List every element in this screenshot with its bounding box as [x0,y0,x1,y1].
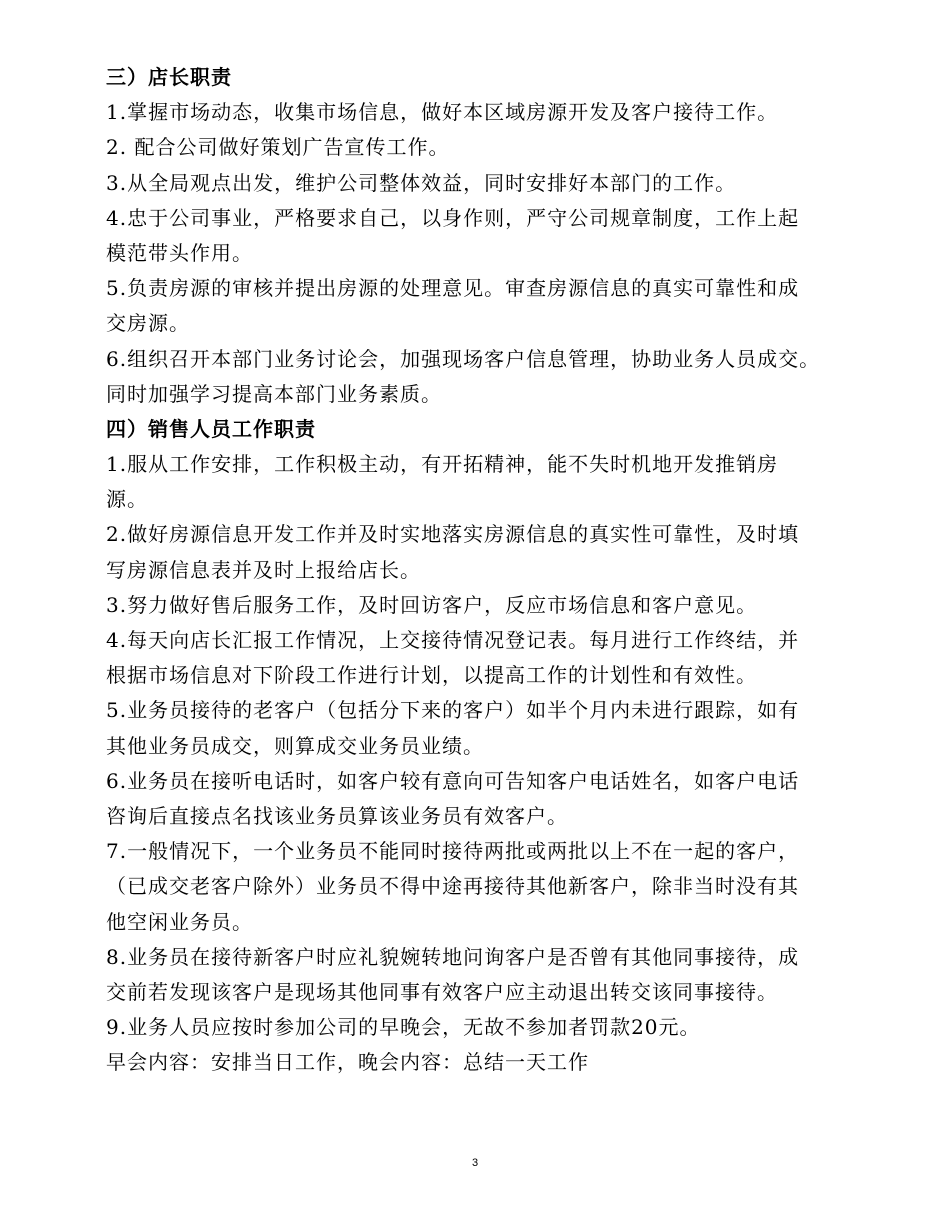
paragraph-line: 写房源信息表并及时上报给店长。 [106,557,421,582]
paragraph-line: 7.一般情况下，一个业务员不能同时接待两批或两批以上不在一起的客户， [106,839,800,864]
paragraph-line: 4.忠于公司事业，严格要求自己，以身作则，严守公司规章制度，工作上起 [106,205,800,230]
paragraph-line: 2. 配合公司做好策划广告宣传工作。 [106,135,450,160]
paragraph-line: 模范带头作用。 [106,240,253,265]
page-number: 3 [471,1157,479,1169]
paragraph-line: 9.业务人员应按时参加公司的早晚会，无故不参加者罚款20元。 [106,1015,701,1040]
page-body [106,60,866,1080]
paragraph-line: 3.从全局观点出发，维护公司整体效益，同时安排好本部门的工作。 [106,170,737,195]
paragraph-line: 其他业务员成交，则算成交业务员业绩。 [106,733,484,758]
paragraph-line: 源。 [106,487,148,512]
paragraph-line: （已成交老客户除外）业务员不得中途再接待其他新客户，除非当时没有其 [106,874,799,899]
paragraph-line: 早会内容：安排当日工作，晚会内容：总结一天工作 [106,1050,589,1075]
paragraph-line: 5.负责房源的审核并提出房源的处理意见。审查房源信息的真实可靠性和成 [106,276,800,301]
paragraph-line: 1.服从工作安排，工作积极主动，有开拓精神，能不失时机地开发推销房 [106,452,779,477]
paragraph-line: 同时加强学习提高本部门业务素质。 [106,381,442,406]
paragraph-line: 8.业务员在接待新客户时应礼貌婉转地问询客户是否曾有其他同事接待，成 [106,944,800,969]
section-heading-store-manager: 三）店长职责 [106,65,232,89]
paragraph-line: 5.业务员接待的老客户（包括分下来的客户）如半个月内未进行跟踪，如有 [106,698,800,723]
paragraph-line: 2.做好房源信息开发工作并及时实地落实房源信息的真实性可靠性，及时填 [106,522,800,547]
paragraph-line: 3.努力做好售后服务工作，及时回访客户，反应市场信息和客户意见。 [106,592,758,617]
paragraph-line: 咨询后直接点名找该业务员算该业务员有效客户。 [106,803,568,828]
paragraph-line: 6.组织召开本部门业务讨论会，加强现场客户信息管理，协助业务人员成交。 [106,346,821,371]
paragraph-line: 根据市场信息对下阶段工作进行计划，以提高工作的计划性和有效性。 [106,663,757,688]
paragraph-line: 4.每天向店长汇报工作情况，上交接待情况登记表。每月进行工作终结，并 [106,628,800,652]
paragraph-line: 交房源。 [106,311,190,336]
paragraph-line: 他空闲业务员。 [106,909,253,934]
paragraph-line: 1.掌握市场动态，收集市场信息，做好本区域房源开发及客户接待工作。 [106,100,779,125]
paragraph-line: 6.业务员在接听电话时，如客户较有意向可告知客户电话姓名，如客户电话 [106,768,800,793]
paragraph-line: 交前若发现该客户是现场其他同事有效客户应主动退出转交该同事接待。 [106,979,778,1004]
section-heading-sales-staff: 四）销售人员工作职责 [106,416,316,441]
